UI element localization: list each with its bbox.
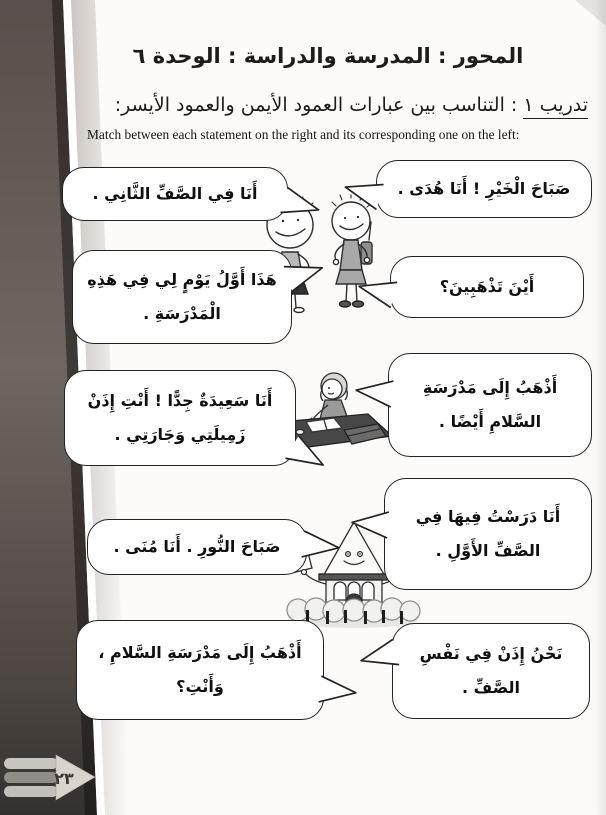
page-title: المحور : المدرسة والدراسة : الوحدة ٦ — [132, 44, 524, 68]
bubble-tail — [300, 530, 343, 562]
bubble-text: نَحْنُ إِذَنْ فِي نَفْسِ الصَّفِّ . — [419, 643, 563, 697]
bubble-tail — [317, 675, 360, 707]
bubble-text: صَبَاحَ الْخَيْرِ ! أَنَا هُدَى . — [397, 178, 571, 198]
bubble-text: أَذْهَبُ إِلَى مَدْرَسَةِ السَّلامِ أَيْضًا . — [422, 377, 558, 431]
bubble-text: أَنَا فِي الصَّفِّ الثَّانِي . — [92, 183, 258, 203]
bubble-text: أَيْنَ تَذْهَبِينَ؟ — [439, 276, 535, 296]
bubble-text: أَذْهَبُ إِلَى مَدْرَسَةِ السَّلامِ ، وَأَنْتِ؟ — [98, 642, 302, 696]
speech-bubble-left-4 — [87, 519, 307, 575]
speech-bubble-left-2 — [72, 250, 292, 344]
instruction-english: Match between each statement on the right and its corresponding one on the left: — [87, 127, 520, 142]
bubble-text: هَذَا أَوَّلُ يَوْمٍ لِي فِي هَذِهِ الْمَدْرَسَةِ . — [87, 269, 277, 323]
bubble-text: صَبَاحَ النُّورِ . أَنَا مُنَى . — [113, 536, 281, 556]
exercise-instruction — [60, 94, 588, 116]
speech-bubble-left-5 — [76, 620, 324, 720]
bubble-tail — [349, 508, 391, 539]
speech-bubble-left-3 — [64, 370, 296, 466]
speech-bubble-right-1 — [376, 160, 592, 218]
bubble-text: أَنَا سَعِيدَةٌ جِدًّا ! أَنْتِ إِذَنْ زَمِيلَتِي وَجَارَتِي . — [87, 390, 273, 444]
page-number: ٢٣ — [54, 769, 74, 788]
bubble-text: أَنَا دَرَسْتُ فِيهَا فِي الصَّفِّ الأَوَّلِ . — [415, 506, 561, 560]
speech-bubble-right-4 — [384, 478, 592, 590]
exercise-label: تدريب ١ — [523, 94, 588, 119]
exercise-text: : التناسب بين عبارات العمود الأيمن والعمود الأيسر: — [114, 94, 518, 116]
speech-bubble-right-5 — [392, 623, 590, 719]
speech-bubble-right-3 — [388, 353, 592, 457]
speech-bubble-right-2 — [390, 256, 584, 318]
speech-bubble-left-1 — [62, 167, 288, 221]
bubble-tail — [353, 376, 396, 408]
